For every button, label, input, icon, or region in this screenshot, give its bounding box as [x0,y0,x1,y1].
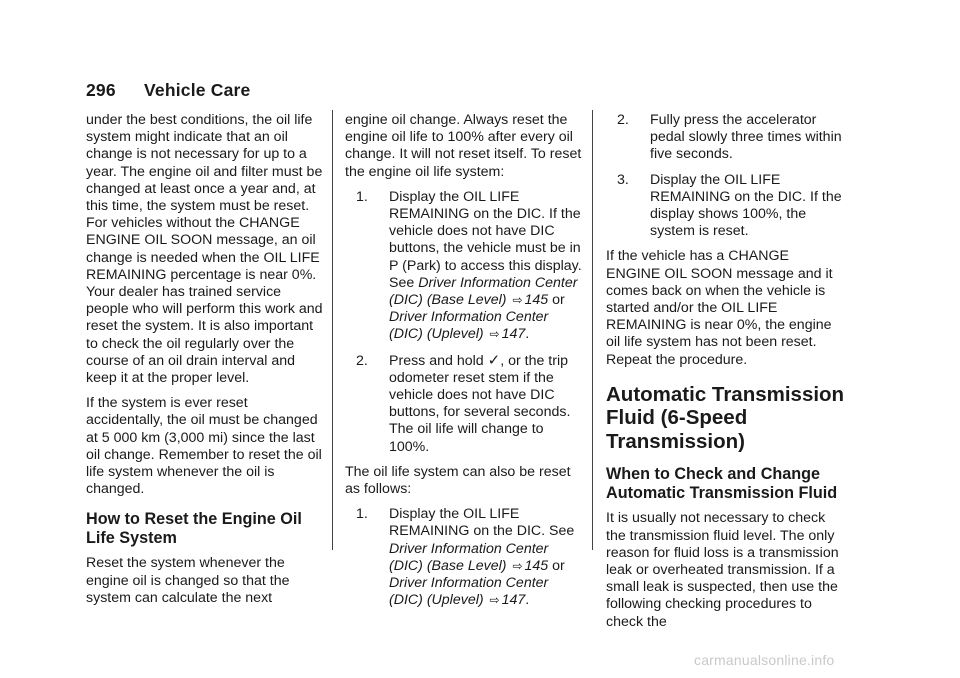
page-ref-arrow-icon: ⇨ [512,558,523,573]
dic-uplevel-link[interactable]: Driver Information Center (DIC) (Uplevel) [389,309,549,343]
or-text: or [552,292,565,309]
paragraph: It is usually not necessary to check the transmission fluid level. The only reason for fluid loss is a transmission leak or overheated transmission. If a small leak is suspected, then use the following checking procedures to check the [606,510,839,630]
page-link-147[interactable]: 147 [501,592,526,609]
section-heading-atf: Automatic Transmission Fluid (6-Speed Transmission) [606,382,845,453]
paragraph: If the system is ever reset accidentally, the oil must be changed at 5 000 km (3,000 mi) since the last oil change. Remember to reset the oil life system whenever the oil is changed. [86,395,322,498]
step-text: Fully press the accelerator pedal slowly three times within five seconds. [650,112,842,163]
list-item [606,112,846,164]
page-ref-arrow-icon: ⇨ [489,327,500,342]
section-heading-when-to-check: When to Check and Change Automatic Transmission Fluid [606,465,838,503]
checkmark-icon: ✓ [487,351,501,369]
paragraph: The oil life system can also be reset as follows: [345,463,571,498]
paragraph: If the vehicle has a CHANGE ENGINE OIL SOON message and it comes back on when the vehicle is started and/or the OIL LIFE REMAINING is near 0%, the engine oil life system has not been reset. Repeat the procedure. [606,248,833,368]
step-text: Press and hold [389,352,484,369]
dic-base-level-link[interactable]: Driver Information Center (DIC) (Base Level) [389,274,578,309]
step-number: 1. [356,506,368,523]
reset-steps-list [345,189,585,456]
column-divider [332,110,333,550]
page-link-145[interactable]: 145 [524,557,549,574]
column-2 [345,112,585,617]
step-number: 2. [356,352,368,369]
column-3 [606,112,846,639]
step-number: 2. [617,112,629,128]
list-item [606,172,846,241]
page-ref-arrow-icon: ⇨ [489,593,500,608]
page-link-145[interactable]: 145 [524,292,549,309]
page-header [86,80,251,101]
step-number: 3. [617,171,629,188]
dic-uplevel-link[interactable]: Driver Information Center (DIC) (Uplevel) [389,575,549,609]
watermark: carmanualsonline.info [694,652,835,668]
paragraph: Reset the system whenever the engine oil is changed so that the system can calculate the next [86,555,290,606]
alt-reset-steps-list-cont [606,112,846,240]
step-number: 1. [356,188,368,205]
column-1 [86,112,326,615]
section-title: Vehicle Care [144,80,251,100]
list-item [345,352,585,456]
step-text: Display the OIL LIFE REMAINING on the DIC. If the display shows 100%, the system is reset. [650,171,842,240]
paragraph: under the best conditions, the oil life system might indicate that an oil change is not necessary for up to a year. The engine oil and filter must be changed at least once a year and, at this time, the system must be reset. For vehicles without the CHANGE ENGINE OIL SOON message, an oil change is needed when the OIL LIFE REMAINING percentage is near 0%. Your dealer has trained service people who will perform this work and reset the system. It is also important to check the oil regularly over the course of an oil drain interval and keep it at the proper level. [86,112,323,387]
step-text: , or the trip odometer reset stem if the vehicle does not have DIC buttons, for several seconds. The oil life will change to 100%. [389,352,571,455]
step-text: Display the OIL LIFE REMAINING on the DIC. See [389,506,575,540]
list-item: 1. Display the OIL LIFE REMAINING on the DIC. If the vehicle does not have DIC buttons, the vehicle must be in P (Park) to access this display. See Driver Information Center (DIC) (Base Level) ⇨ 145 or Driver Information Center (DIC) (Uplevel) ⇨ 147. [356,188,582,343]
alt-reset-steps-list [345,506,585,609]
page-number: 296 [86,80,116,100]
list-item: 1. Display the OIL LIFE REMAINING on the DIC. See Driver Information Center (DIC) (Base Level) ⇨ 145 or Driver Information Center (DIC) (Uplevel) ⇨ 147. [356,506,575,609]
paragraph: engine oil change. Always reset the engine oil life to 100% after every oil change. It will not reset itself. To reset the engine oil life system: [345,112,582,180]
column-divider [592,110,593,550]
dic-base-level-link[interactable]: Driver Information Center (DIC) (Base Level) [389,540,549,574]
page-link-147[interactable]: 147 [501,326,526,343]
page-ref-arrow-icon: ⇨ [512,293,523,308]
section-heading-reset-oil-life: How to Reset the Engine Oil Life System [86,510,302,548]
or-text: or [552,557,565,574]
step-text: Display the OIL LIFE REMAINING on the DIC. If the vehicle does not have DIC buttons, the vehicle must be in P (Park) to access this display. See [389,188,582,291]
